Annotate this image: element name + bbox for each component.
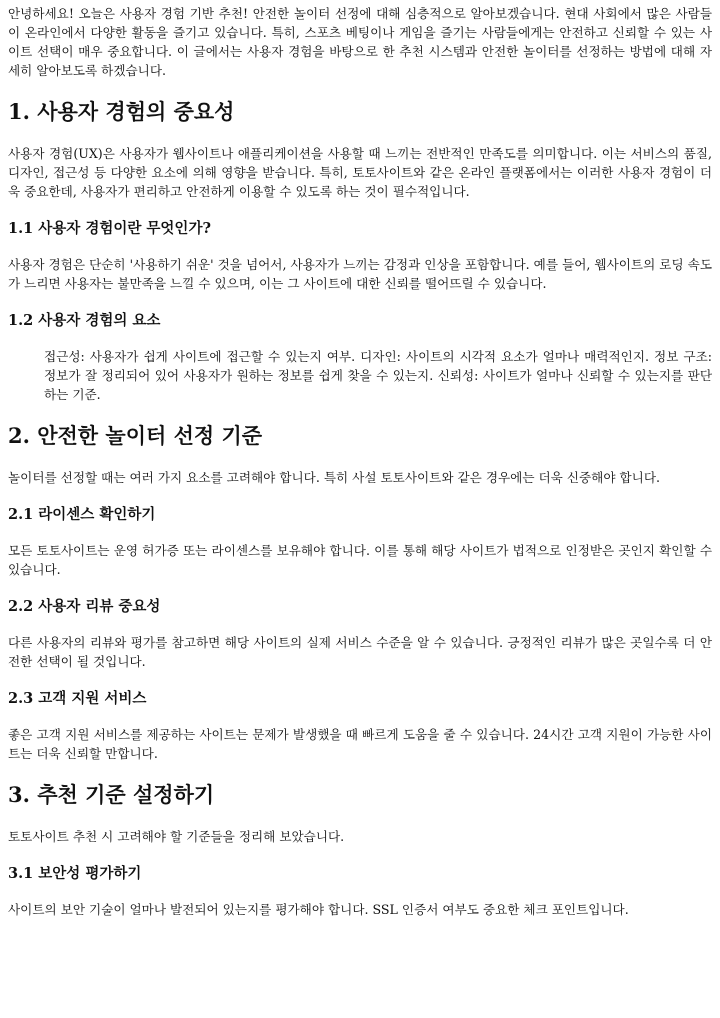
subsection-2-2-heading: 2.2 사용자 리뷰 중요성 <box>8 598 161 615</box>
section-2-body: 놀이터를 선정할 때는 여러 가지 요소를 고려해야 합니다. 특히 사설 토토사이트와 같은 경우에는 더욱 신중해야 합니다. <box>8 470 661 485</box>
subsection-2-3-heading: 2.3 고객 지원 서비스 <box>8 690 147 707</box>
subsection-2-2-body: 다른 사용자의 리뷰와 평가를 참고하면 해당 사이트의 실제 서비스 수준을 알 수 있습니다. 긍정적인 리뷰가 많은 곳일수록 더 안전한 선택이 될 것입니다. <box>8 635 712 669</box>
subsection-1-2-heading: 1.2 사용자 경험의 요소 <box>8 312 161 329</box>
intro-paragraph: 안녕하세요! 오늘은 사용자 경험 기반 추천! 안전한 놀이터 선정에 대해 심층적으로 알아보겠습니다. 현대 사회에서 많은 사람들이 온라인에서 다양한 활동을 즐기고 있습니다. 특히, 스포츠 베팅이나 게임을 즐기는 사람들에게는 안전하고 신뢰할 수 있는 사이트 선택이 매우 중요합니다. 이 글에서는 사용자 경험을 바탕으로 한 추천 시스템과 안전한 놀이터를 선정하는 방법에 대해 자세히 알아보도록 하겠습니다. <box>8 6 712 78</box>
subsection-2-1-heading: 2.1 라이센스 확인하기 <box>8 506 156 523</box>
subsection-1-1-heading: 1.1 사용자 경험이란 무엇인가? <box>8 220 211 237</box>
subsection-2-3-body: 좋은 고객 지원 서비스를 제공하는 사이트는 문제가 발생했을 때 빠르게 도움을 줄 수 있습니다. 24시간 고객 지원이 가능한 사이트는 더욱 신뢰할 만합니다. <box>8 727 712 761</box>
article <box>8 4 712 919</box>
subsection-3-1-heading: 3.1 보안성 평가하기 <box>8 865 142 882</box>
section-2-heading: 2. 안전한 놀이터 선정 기준 <box>8 423 263 448</box>
section-3-heading: 3. 추천 기준 설정하기 <box>8 782 215 807</box>
section-1-body: 사용자 경험(UX)은 사용자가 웹사이트나 애플리케이션을 사용할 때 느끼는 전반적인 만족도를 의미합니다. 이는 서비스의 품질, 디자인, 접근성 등 다양한 요소에 의해 영향을 받습니다. 특히, 토토사이트와 같은 온라인 플랫폼에서는 이러한 사용자 경험이 더욱 중요한데, 사용자가 편리하고 안전하게 이용할 수 있도록 하는 것이 필수적입니다. <box>8 146 712 199</box>
subsection-2-1-body: 모든 토토사이트는 운영 허가증 또는 라이센스를 보유해야 합니다. 이를 통해 해당 사이트가 법적으로 인정받은 곳인지 확인할 수 있습니다. <box>8 543 712 577</box>
section-3-body: 토토사이트 추천 시 고려해야 할 기준들을 정리해 보았습니다. <box>8 829 345 844</box>
section-1-heading: 1. 사용자 경험의 중요성 <box>8 99 235 124</box>
ux-elements-quote <box>44 347 712 404</box>
subsection-1-1-body: 사용자 경험은 단순히 '사용하기 쉬운' 것을 넘어서, 사용자가 느끼는 감정과 인상을 포함합니다. 예를 들어, 웹사이트의 로딩 속도가 느리면 사용자는 불만족을 느낄 수 있으며, 이는 그 사이트에 대한 신뢰를 떨어뜨릴 수 있습니다. <box>8 257 712 291</box>
subsection-3-1-body: 사이트의 보안 기술이 얼마나 발전되어 있는지를 평가해야 합니다. SSL 인증서 여부도 중요한 체크 포인트입니다. <box>8 902 629 917</box>
ux-elements-text: 접근성: 사용자가 쉽게 사이트에 접근할 수 있는지 여부. 디자인: 사이트의 시각적 요소가 얼마나 매력적인지. 정보 구조: 정보가 잘 정리되어 있어 사용자가 원하는 정보를 쉽게 찾을 수 있는지. 신뢰성: 사이트가 얼마나 신뢰할 수 있는지를 판단하는 기준. <box>44 349 712 402</box>
